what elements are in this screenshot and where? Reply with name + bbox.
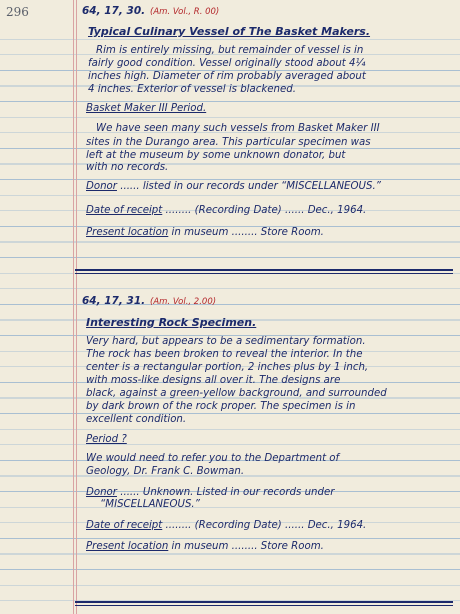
entry-1-period-line-3: left at the museum by some unknown donator, but	[86, 150, 346, 161]
entry-1-donor-label: Donor	[86, 181, 117, 192]
entry-1-period-line-2: sites in the Durango area. This particular specimen was	[86, 137, 371, 148]
entry-1-location-label: Present location	[86, 227, 169, 238]
entry-2-tag: (Am. Vol., 2.00)	[150, 297, 217, 307]
entry-1-receipt-text: ........ (Recording Date) ...... Dec., 1964.	[165, 205, 367, 216]
header-band	[0, 0, 460, 24]
entry-1-period-heading: Basket Maker III Period.	[86, 103, 207, 114]
entry-2-para-line-6: by dark brown of the rock proper. The specimen is in	[86, 401, 356, 412]
entry-2-para-line-3: center is a rectangular portion, 2 inches plus by 1 inch,	[86, 362, 369, 373]
entry-2-period-line-2: Geology, Dr. Frank C. Bowman.	[86, 466, 245, 477]
entry-2-donor-text-2: “MISCELLANEOUS.”	[100, 499, 200, 510]
entry-1-para-line-3: inches high. Diameter of rim probably averaged about	[88, 71, 366, 82]
entry-2-para-line-1: Very hard, but appears to be a sedimentary formation.	[86, 336, 366, 347]
entry-2-location-label: Present location	[86, 541, 169, 552]
entry-1-receipt-label: Date of receipt	[86, 205, 163, 216]
entry-2-para-line-7: excellent condition.	[86, 414, 187, 425]
margin-line	[73, 0, 74, 614]
entry-1-number: 64, 17, 30.	[82, 5, 146, 17]
entry-2-para-line-4: with moss-like designs all over it. The designs are	[86, 375, 341, 386]
entry-1-location	[86, 226, 324, 240]
page-bottom-divider	[75, 601, 453, 603]
entry-1-period-line-1: We have seen many such vessels from Basket Maker III	[96, 123, 380, 134]
entry-2-title: Interesting Rock Specimen.	[86, 316, 257, 329]
entry-divider-2	[75, 273, 453, 274]
entry-1-tag: (Am. Vol., R. 00)	[150, 7, 220, 17]
entry-2-location	[86, 540, 324, 554]
entry-2-donor-text: ...... Unknown. Listed in our records under	[120, 487, 335, 498]
entry-2-number: 64, 17, 31.	[82, 295, 146, 307]
page-number: 296	[6, 5, 29, 19]
entry-1-para-line-2: fairly good condition. Vessel originally stood about 4¼	[88, 58, 366, 69]
entry-divider	[75, 269, 453, 271]
entry-1-donor-text: ...... listed in our records under “MISCELLANEOUS.”	[120, 181, 381, 192]
margin-line-2	[76, 0, 77, 614]
entry-2-receipt	[86, 519, 366, 533]
page-bottom-divider-2	[75, 605, 453, 606]
entry-1-period-line-4: with no records.	[86, 162, 169, 173]
entry-2-para-line-2: The rock has been broken to reveal the interior. In the	[86, 349, 363, 360]
entry-2-receipt-label: Date of receipt	[86, 520, 163, 531]
entry-1-donor	[86, 180, 381, 194]
entry-1-receipt	[86, 204, 366, 218]
entry-2-location-text: in museum ........ Store Room.	[171, 541, 324, 552]
entry-2-period-heading: Period ?	[86, 434, 127, 445]
entry-2-para-line-5: black, against a green-yellow background, and surrounded	[86, 388, 387, 399]
entry-2-period-line-1: We would need to refer you to the Department of	[86, 453, 340, 464]
entry-2-donor-label: Donor	[86, 487, 117, 498]
entry-1-para-line-1: Rim is entirely missing, but remainder of vessel is in	[96, 45, 364, 56]
entry-2-receipt-text: ........ (Recording Date) ...... Dec., 1964.	[165, 520, 367, 531]
entry-1-location-text: in museum ........ Store Room.	[171, 227, 324, 238]
entry-1-para-line-4: 4 inches. Exterior of vessel is blackened.	[88, 84, 296, 95]
entry-1-title: Typical Culinary Vessel of The Basket Makers.	[88, 25, 371, 38]
